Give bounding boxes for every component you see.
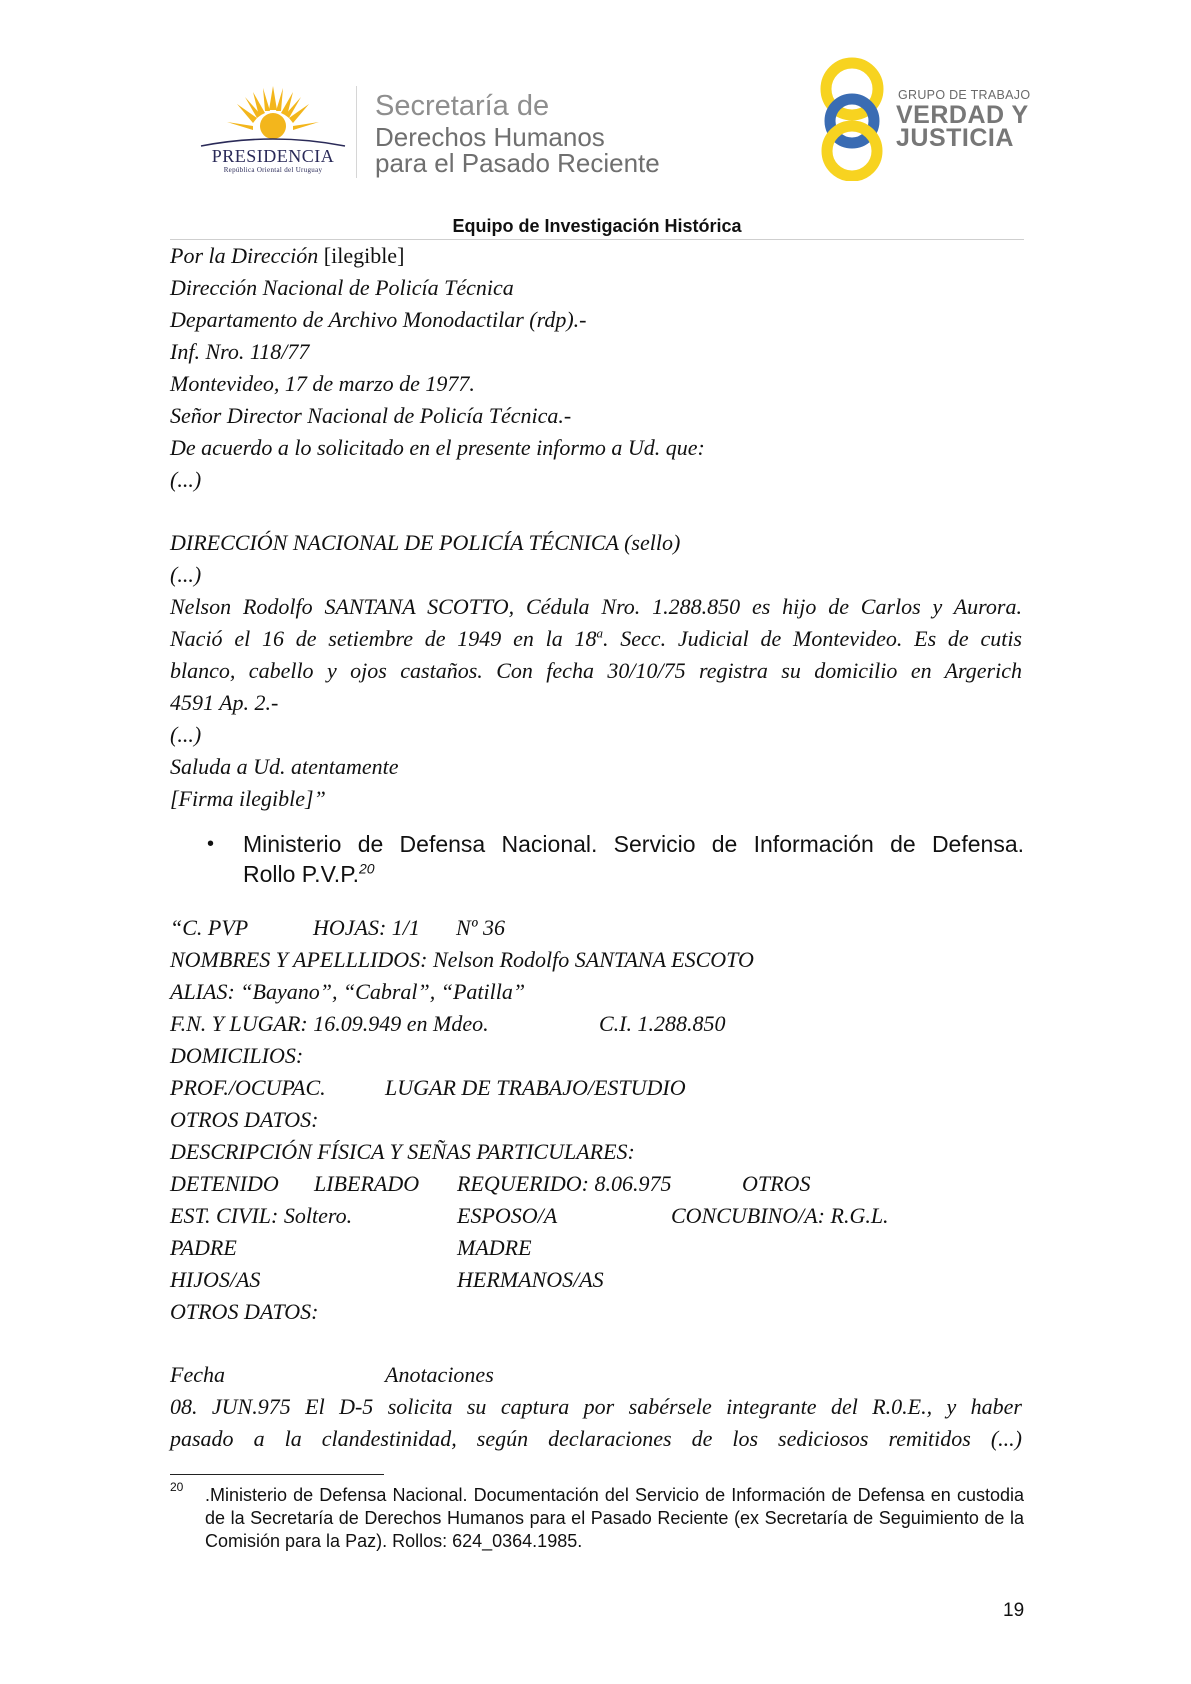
- card-entry-line-2: pasado a la clandestinidad, según declaraciones de los sediciosos remitidos (...): [170, 1426, 1022, 1451]
- letter-paragraph-line-1: Nelson Rodolfo SANTANA SCOTTO, Cédula Nro. 1.288.850 es hijo de Carlos y Aurora.: [170, 594, 1022, 619]
- letter-line-4: Inf. Nro. 118/77: [170, 339, 310, 364]
- card-nombres: NOMBRES Y APELLLIDOS: Nelson Rodolfo SANTANA ESCOTO: [170, 947, 754, 972]
- card-otros-datos-1: OTROS DATOS:: [170, 1107, 319, 1132]
- footnote-number: 20: [170, 1480, 184, 1494]
- letter-line-1-note: [ilegible]: [323, 243, 405, 268]
- bullet-line-2-text: Rollo P.V.P.: [243, 861, 359, 887]
- card-fecha-header: Fecha: [170, 1362, 225, 1387]
- card-alias: ALIAS: “Bayano”, “Cabral”, “Patilla”: [170, 979, 526, 1004]
- letter-line-5: Montevideo, 17 de marzo de 1977.: [170, 371, 475, 396]
- card-liberado: LIBERADO: [314, 1171, 420, 1196]
- card-otros-datos-2: OTROS DATOS:: [170, 1299, 319, 1324]
- letter-paragraph-line-2b: . Secc. Judicial de Montevideo. Es de cutis: [603, 626, 1022, 651]
- card-fn-lugar: F.N. Y LUGAR: 16.09.949 en Mdeo.: [170, 1011, 489, 1036]
- letter-paragraph-line-4: 4591 Ap. 2.-: [170, 690, 279, 715]
- card-requerido: REQUERIDO: 8.06.975: [457, 1171, 672, 1196]
- card-entry-line-1: 08. JUN.975 El D-5 solicita su captura por sabérsele integrante del R.0.E., y haber: [170, 1394, 1022, 1419]
- presidencia-subtitle: República Oriental del Uruguay: [223, 166, 323, 174]
- letter-line-7: De acuerdo a lo solicitado en el presente informo a Ud. que:: [170, 435, 705, 460]
- card-hijos: HIJOS/AS: [170, 1267, 261, 1292]
- card-number: Nº 36: [456, 915, 505, 940]
- letter-line-12: Saluda a Ud. atentamente: [170, 754, 399, 779]
- footnote-rule: [170, 1474, 384, 1475]
- letter-line-3: Departamento de Archivo Monodactilar (rdp).-: [170, 307, 587, 332]
- letter-line-8: (...): [170, 467, 202, 492]
- card-madre: MADRE: [457, 1235, 532, 1260]
- letter-paragraph-line-2: [170, 626, 1022, 652]
- card-code: “C. PVP: [170, 915, 249, 940]
- bullet-symbol: •: [207, 833, 215, 855]
- header-rule: [170, 239, 1024, 240]
- secretaria-line-2: Derechos Humanos: [375, 122, 605, 152]
- card-domicilios: DOMICILIOS:: [170, 1043, 304, 1068]
- letter-line-10: (...): [170, 562, 202, 587]
- card-estado-civil: EST. CIVIL: Soltero.: [170, 1203, 353, 1228]
- letter-paragraph-superscript: a: [596, 625, 603, 641]
- letter-paragraph-line-3: blanco, cabello y ojos castaños. Con fecha 30/10/75 registra su domicilio en Argerich: [170, 658, 1022, 683]
- presidencia-name: PRESIDENCIA: [211, 146, 335, 166]
- card-otros: OTROS: [742, 1171, 811, 1196]
- card-concubino: CONCUBINO/A: R.G.L.: [671, 1203, 889, 1228]
- card-esposo: ESPOSO/A: [457, 1203, 558, 1228]
- card-padre: PADRE: [170, 1235, 237, 1260]
- header-divider: [356, 86, 357, 178]
- letter-line-1-italic: Por la Dirección: [170, 243, 319, 268]
- card-profesion: PROF./OCUPAC.: [170, 1075, 326, 1100]
- card-hojas: HOJAS: 1/1: [313, 915, 420, 940]
- secretaria-line-3: para el Pasado Reciente: [375, 148, 660, 178]
- bullet-line-1: Ministerio de Defensa Nacional. Servicio de Información de Defensa.: [243, 831, 1024, 857]
- verdad-justicia-line-1: VERDAD Y: [896, 101, 1029, 129]
- bullet-line-2: [243, 861, 375, 888]
- verdad-justicia-line-2: JUSTICIA: [896, 124, 1014, 152]
- secretaria-line-1: Secretaría de: [375, 90, 550, 122]
- letter-line-11: (...): [170, 722, 202, 747]
- letter-line-1: [170, 243, 404, 269]
- footnote-reference: 20: [358, 860, 375, 877]
- card-descripcion: DESCRIPCIÓN FÍSICA Y SEÑAS PARTICULARES:: [170, 1139, 635, 1164]
- card-lugar-trabajo: LUGAR DE TRABAJO/ESTUDIO: [385, 1075, 686, 1100]
- letter-line-2: Dirección Nacional de Policía Técnica: [170, 275, 514, 300]
- card-detenido: DETENIDO: [170, 1171, 279, 1196]
- team-heading: Equipo de Investigación Histórica: [452, 216, 742, 236]
- card-anotaciones-header: Anotaciones: [385, 1362, 494, 1387]
- card-hermanos: HERMANOS/AS: [457, 1267, 604, 1292]
- footnote-text: .Ministerio de Defensa Nacional. Documentación del Servicio de Información de Defensa en custodia de la Secretaría de Derechos Humanos para el Pasado Reciente (ex Secretaría de Seguimiento de la Comisión para la Paz). Rollos: 624_0364.1985.: [205, 1485, 1024, 1551]
- letter-line-9: DIRECCIÓN NACIONAL DE POLICÍA TÉCNICA (sello): [170, 530, 681, 555]
- letter-line-13: [Firma ilegible]”: [170, 786, 326, 811]
- verdad-justicia-top-label: GRUPO DE TRABAJO: [898, 88, 1031, 102]
- letter-paragraph-line-2a: Nació el 16 de setiembre de 1949 en la 18: [170, 626, 597, 651]
- card-ci: C.I. 1.288.850: [599, 1011, 726, 1036]
- page-number: 19: [1003, 1600, 1025, 1621]
- letter-line-6: Señor Director Nacional de Policía Técnica.-: [170, 403, 572, 428]
